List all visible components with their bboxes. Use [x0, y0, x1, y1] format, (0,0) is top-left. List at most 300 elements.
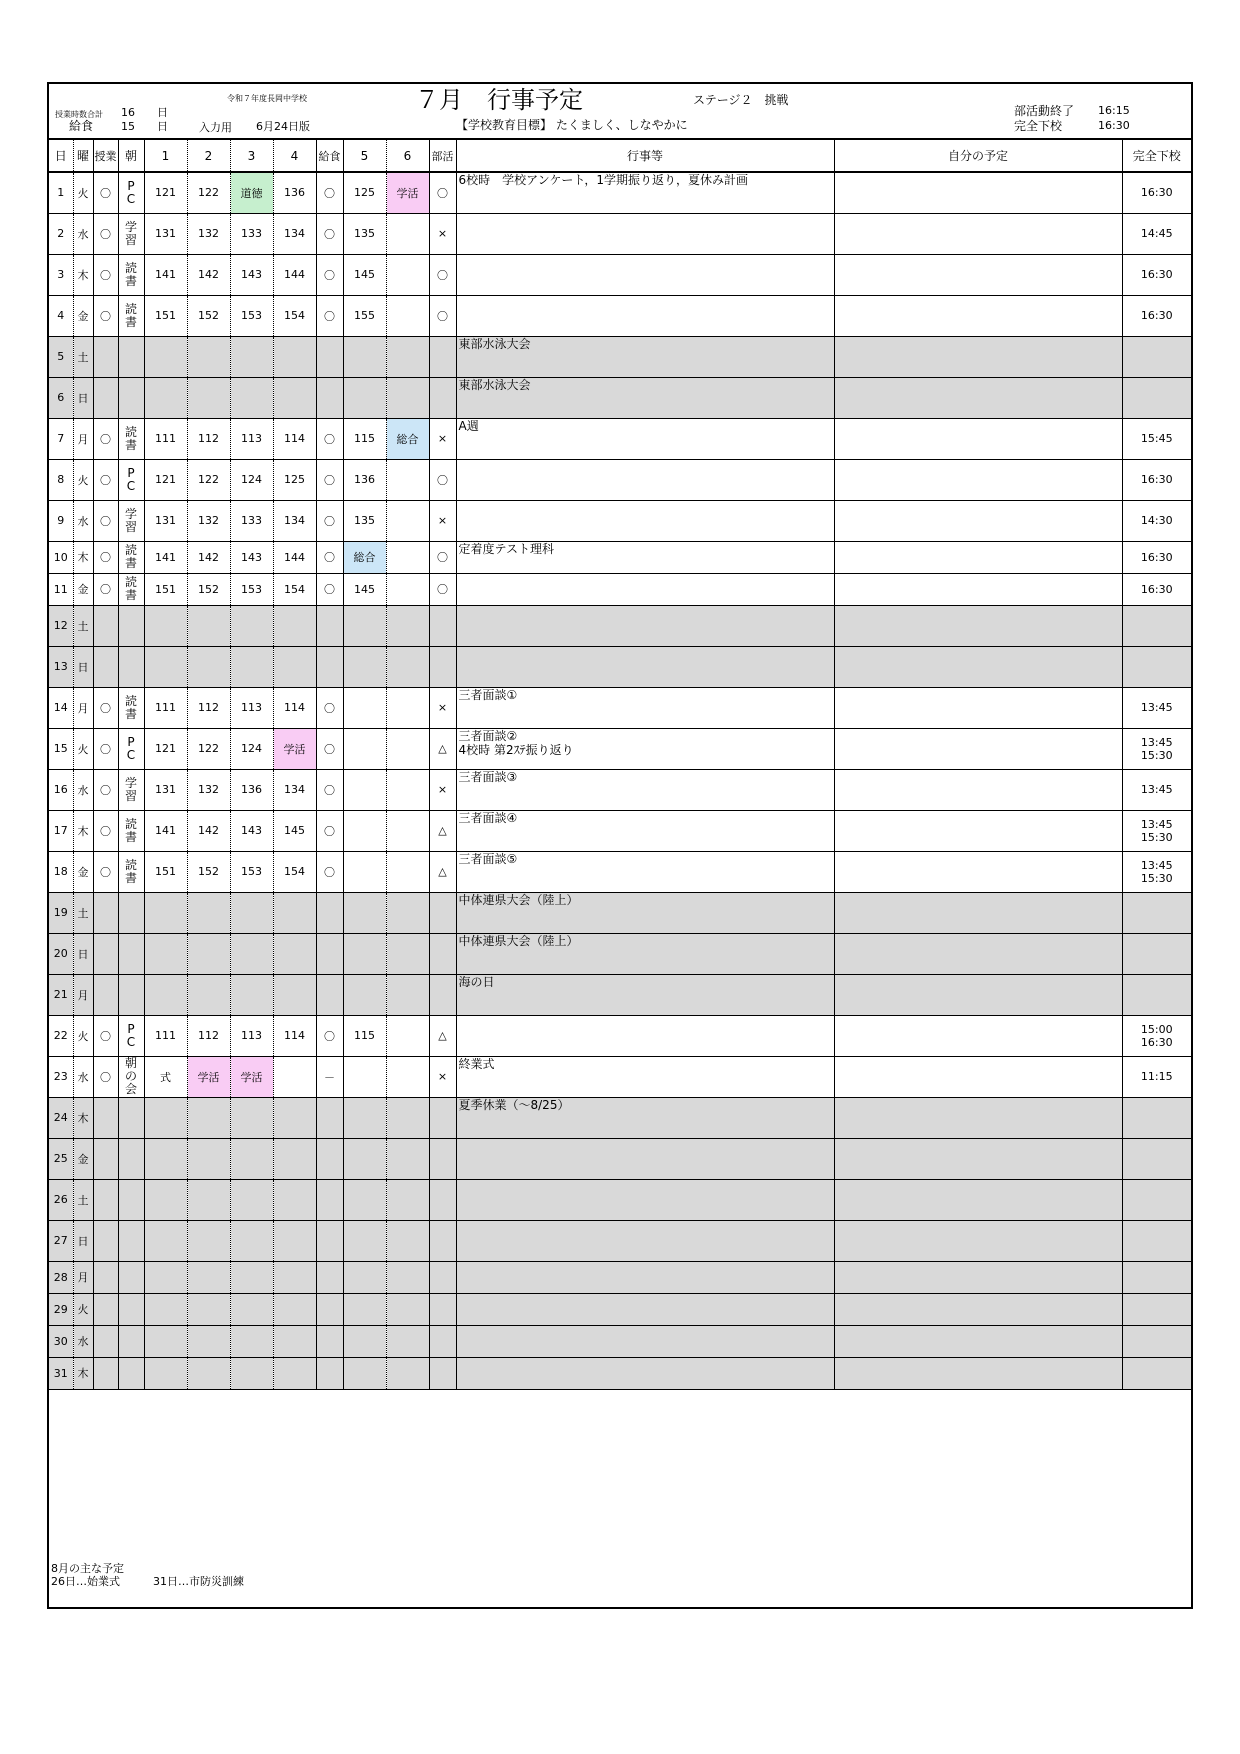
event-text [456, 1325, 834, 1357]
period-6: 総合 [386, 418, 429, 459]
lesson-mark [93, 1097, 118, 1138]
lunch-label: 給食 [69, 119, 94, 133]
period-6 [386, 1179, 429, 1220]
lesson-mark [93, 1220, 118, 1261]
period-5: 145 [343, 573, 386, 605]
col-morning: 朝 [118, 139, 144, 172]
day-row-3 [49, 254, 1191, 295]
period-5 [343, 1097, 386, 1138]
day-row-29 [49, 1293, 1191, 1325]
my-plan-cell[interactable] [834, 1261, 1122, 1293]
period-3 [230, 336, 273, 377]
dismissal-time [1122, 892, 1191, 933]
dismissal-time: 13:45 15:30 [1122, 810, 1191, 851]
lunch-mark [316, 377, 343, 418]
day-row-18 [49, 851, 1191, 892]
event-text [456, 646, 834, 687]
day-row-17 [49, 810, 1191, 851]
dismissal-time [1122, 336, 1191, 377]
col-club-label: 部活 [431, 149, 454, 163]
period-4: 134 [273, 769, 316, 810]
club-mark: 〇 [429, 295, 456, 336]
period-3: 133 [230, 500, 273, 541]
club-mark [429, 605, 456, 646]
day-number: 12 [49, 605, 73, 646]
my-plan-cell[interactable] [834, 851, 1122, 892]
day-row-12 [49, 605, 1191, 646]
day-number: 15 [49, 728, 73, 769]
my-plan-cell[interactable] [834, 418, 1122, 459]
period-2: 152 [187, 573, 230, 605]
lesson-mark: 〇 [93, 769, 118, 810]
morning-activity-label: 読 書 [124, 816, 137, 844]
event-text [456, 1357, 834, 1389]
lunch-mark: 〇 [316, 213, 343, 254]
period-6 [386, 933, 429, 974]
weekday: 日 [73, 1220, 93, 1261]
morning-activity [118, 254, 144, 295]
period-1 [144, 1261, 187, 1293]
lunch-mark [316, 336, 343, 377]
morning-activity-label: 読 書 [124, 424, 137, 452]
col-dismissal: 完全下校 [1122, 139, 1191, 172]
my-plan-cell[interactable] [834, 573, 1122, 605]
dismissal-time: 15:45 [1122, 418, 1191, 459]
morning-activity [118, 295, 144, 336]
period-6 [386, 646, 429, 687]
my-plan-cell[interactable] [834, 500, 1122, 541]
schedule-body [49, 172, 1191, 1389]
club-mark: △ [429, 728, 456, 769]
period-3: 153 [230, 851, 273, 892]
period-5: 155 [343, 295, 386, 336]
day-row-27 [49, 1220, 1191, 1261]
lunch-mark [316, 1097, 343, 1138]
day-number: 28 [49, 1261, 73, 1293]
period-6 [386, 892, 429, 933]
my-plan-cell[interactable] [834, 1056, 1122, 1097]
my-plan-cell[interactable] [834, 974, 1122, 1015]
my-plan-cell[interactable] [834, 687, 1122, 728]
period-4: 114 [273, 687, 316, 728]
period-1 [144, 974, 187, 1015]
weekday: 月 [73, 1261, 93, 1293]
lunch-mark [316, 1325, 343, 1357]
period-6 [386, 1357, 429, 1389]
day-number: 23 [49, 1056, 73, 1097]
lunch-mark: 〇 [316, 769, 343, 810]
event-text: 終業式 [456, 1056, 834, 1097]
my-plan-cell[interactable] [834, 769, 1122, 810]
my-plan-cell[interactable] [834, 336, 1122, 377]
period-1: 111 [144, 418, 187, 459]
day-number: 5 [49, 336, 73, 377]
lunch-count: 15 [121, 120, 135, 133]
col-period-5: 5 [343, 139, 386, 172]
day-number: 26 [49, 1179, 73, 1220]
day-number: 18 [49, 851, 73, 892]
lunch-mark: 〇 [316, 500, 343, 541]
lesson-mark: 〇 [93, 1056, 118, 1097]
event-text [456, 213, 834, 254]
period-2 [187, 1261, 230, 1293]
period-5: 145 [343, 254, 386, 295]
day-row-13 [49, 646, 1191, 687]
weekday: 火 [73, 1293, 93, 1325]
lesson-mark: 〇 [93, 687, 118, 728]
event-text: 三者面談① [456, 687, 834, 728]
period-2: 142 [187, 254, 230, 295]
period-3 [230, 1293, 273, 1325]
my-plan-cell[interactable] [834, 295, 1122, 336]
my-plan-cell[interactable] [834, 172, 1122, 213]
period-3 [230, 646, 273, 687]
dismissal-time: 14:45 [1122, 213, 1191, 254]
day-number: 7 [49, 418, 73, 459]
col-period-3: 3 [230, 139, 273, 172]
weekday: 水 [73, 213, 93, 254]
event-text: 三者面談③ [456, 769, 834, 810]
my-plan-cell[interactable] [834, 605, 1122, 646]
period-1: 121 [144, 172, 187, 213]
period-3: 124 [230, 728, 273, 769]
day-number: 31 [49, 1357, 73, 1389]
day-number: 16 [49, 769, 73, 810]
morning-activity-label: 読 書 [124, 575, 137, 602]
col-period-2: 2 [187, 139, 230, 172]
my-plan-cell[interactable] [834, 1015, 1122, 1056]
lesson-mark: 〇 [93, 1015, 118, 1056]
weekday: 金 [73, 1138, 93, 1179]
lunch-mark [316, 933, 343, 974]
period-5 [343, 1179, 386, 1220]
period-3: 113 [230, 1015, 273, 1056]
period-1 [144, 1097, 187, 1138]
morning-activity [118, 810, 144, 851]
period-2 [187, 933, 230, 974]
period-1 [144, 605, 187, 646]
weekday: 水 [73, 769, 93, 810]
event-text [456, 459, 834, 500]
weekday: 土 [73, 605, 93, 646]
period-4: 154 [273, 573, 316, 605]
period-4 [273, 1056, 316, 1097]
period-3: 143 [230, 254, 273, 295]
period-5 [343, 892, 386, 933]
school-goal: 【学校教育目標】 たくましく、しなやかに [456, 118, 688, 132]
lunch-mark [316, 1179, 343, 1220]
event-text [456, 500, 834, 541]
day-number: 1 [49, 172, 73, 213]
dismissal-time [1122, 377, 1191, 418]
period-4 [273, 933, 316, 974]
weekday: 土 [73, 892, 93, 933]
day-row-15 [49, 728, 1191, 769]
lesson-mark [93, 377, 118, 418]
day-row-1 [49, 172, 1191, 213]
period-3 [230, 1097, 273, 1138]
dismissal-time: 16:30 [1122, 573, 1191, 605]
period-6 [386, 541, 429, 573]
my-plan-cell[interactable] [834, 728, 1122, 769]
morning-activity-label: P C [126, 734, 136, 762]
weekday: 火 [73, 172, 93, 213]
version-label: 版 [299, 120, 310, 133]
dismissal-time: 14:30 [1122, 500, 1191, 541]
my-plan-cell[interactable] [834, 1179, 1122, 1220]
lesson-mark: 〇 [93, 500, 118, 541]
morning-activity-label: 読 書 [124, 301, 137, 329]
period-5 [343, 336, 386, 377]
event-text: 定着度テスト理科 [456, 541, 834, 573]
lesson-mark: 〇 [93, 295, 118, 336]
day-row-9 [49, 500, 1191, 541]
morning-activity [118, 1261, 144, 1293]
day-row-16 [49, 769, 1191, 810]
lessons-count: 16 [121, 106, 135, 119]
period-5 [343, 974, 386, 1015]
event-text: 中体連県大会（陸上） [456, 892, 834, 933]
period-2 [187, 646, 230, 687]
day-row-24 [49, 1097, 1191, 1138]
my-plan-cell[interactable] [834, 1220, 1122, 1261]
weekday: 水 [73, 1325, 93, 1357]
day-number: 27 [49, 1220, 73, 1261]
schedule-sheet [47, 82, 1193, 1609]
event-text: 三者面談④ [456, 810, 834, 851]
period-6 [386, 974, 429, 1015]
period-6 [386, 1097, 429, 1138]
col-lunch [316, 139, 343, 172]
morning-activity-label: 朝 の 会 [124, 1056, 137, 1096]
period-1: 131 [144, 769, 187, 810]
period-3 [230, 933, 273, 974]
page-title: ７月 行事予定 [415, 86, 583, 114]
lesson-mark [93, 646, 118, 687]
weekday: 月 [73, 418, 93, 459]
my-plan-cell[interactable] [834, 892, 1122, 933]
period-3 [230, 1325, 273, 1357]
period-5: 115 [343, 1015, 386, 1056]
day-row-30 [49, 1325, 1191, 1357]
dismissal-time: 11:15 [1122, 1056, 1191, 1097]
period-4: 154 [273, 295, 316, 336]
weekday: 金 [73, 295, 93, 336]
period-4 [273, 1357, 316, 1389]
my-plan-cell[interactable] [834, 1325, 1122, 1357]
day-number: 10 [49, 541, 73, 573]
lesson-mark [93, 1357, 118, 1389]
my-plan-cell[interactable] [834, 213, 1122, 254]
period-6 [386, 254, 429, 295]
lesson-mark [93, 1138, 118, 1179]
lesson-mark [93, 336, 118, 377]
club-end-time: 16:15 [1098, 104, 1130, 117]
my-plan-cell[interactable] [834, 254, 1122, 295]
period-3: 133 [230, 213, 273, 254]
event-text [456, 254, 834, 295]
event-text [456, 295, 834, 336]
event-text: 東部水泳大会 [456, 377, 834, 418]
period-5 [343, 1056, 386, 1097]
lunch-mark: 〇 [316, 573, 343, 605]
col-lunch-label: 給食 [318, 149, 341, 163]
morning-activity-label: 読 書 [124, 693, 137, 721]
period-3 [230, 605, 273, 646]
next-month-notes [49, 1562, 1193, 1588]
period-2 [187, 1357, 230, 1389]
dismissal-time: 15:00 16:30 [1122, 1015, 1191, 1056]
lesson-mark [93, 1293, 118, 1325]
period-4: 136 [273, 172, 316, 213]
club-mark [429, 1138, 456, 1179]
weekday: 木 [73, 254, 93, 295]
club-mark [429, 1097, 456, 1138]
my-plan-cell[interactable] [834, 1138, 1122, 1179]
period-6 [386, 213, 429, 254]
club-mark [429, 1293, 456, 1325]
event-text [456, 1261, 834, 1293]
my-plan-cell[interactable] [834, 1357, 1122, 1389]
period-4: 144 [273, 541, 316, 573]
lunch-mark [316, 974, 343, 1015]
period-5 [343, 1138, 386, 1179]
event-text: 6校時 学校アンケート，1学期振り返り，夏休み計画 [456, 172, 834, 213]
club-mark: × [429, 500, 456, 541]
morning-activity [118, 500, 144, 541]
period-1: 131 [144, 500, 187, 541]
dismissal-time [1122, 1293, 1191, 1325]
morning-activity [118, 728, 144, 769]
period-1 [144, 933, 187, 974]
period-4 [273, 1293, 316, 1325]
lunch-mark: 〇 [316, 851, 343, 892]
club-mark: × [429, 418, 456, 459]
day-number: 19 [49, 892, 73, 933]
weekday: 火 [73, 1015, 93, 1056]
period-2 [187, 1220, 230, 1261]
weekday: 火 [73, 459, 93, 500]
event-text [456, 1179, 834, 1220]
day-row-5 [49, 336, 1191, 377]
col-club [429, 139, 456, 172]
dismissal-time [1122, 1138, 1191, 1179]
period-1: 151 [144, 851, 187, 892]
period-2: 142 [187, 810, 230, 851]
period-3: 学活 [230, 1056, 273, 1097]
period-2: 112 [187, 1015, 230, 1056]
my-plan-cell[interactable] [834, 377, 1122, 418]
my-plan-cell[interactable] [834, 541, 1122, 573]
period-2: 142 [187, 541, 230, 573]
morning-activity-label: 学 習 [124, 506, 137, 534]
club-mark [429, 1325, 456, 1357]
input-label: 入力用 [199, 121, 232, 134]
my-plan-cell[interactable] [834, 1293, 1122, 1325]
period-3 [230, 377, 273, 418]
period-2 [187, 1179, 230, 1220]
my-plan-cell[interactable] [834, 933, 1122, 974]
morning-activity [118, 1056, 144, 1097]
period-4 [273, 974, 316, 1015]
event-text [456, 1220, 834, 1261]
morning-activity [118, 541, 144, 573]
lesson-mark: 〇 [93, 459, 118, 500]
weekday: 日 [73, 377, 93, 418]
dismissal-time: 16:30 [1122, 295, 1191, 336]
period-6 [386, 1015, 429, 1056]
period-4: 134 [273, 213, 316, 254]
event-text [456, 1015, 834, 1056]
period-3: 143 [230, 810, 273, 851]
day-row-4 [49, 295, 1191, 336]
my-plan-cell[interactable] [834, 810, 1122, 851]
lesson-mark [93, 1179, 118, 1220]
weekday: 木 [73, 1357, 93, 1389]
lunch-mark [316, 1357, 343, 1389]
period-1: 151 [144, 295, 187, 336]
lunch-unit: 日 [157, 120, 168, 133]
period-5 [343, 851, 386, 892]
dismissal-time [1122, 1220, 1191, 1261]
period-1 [144, 1357, 187, 1389]
lesson-mark: 〇 [93, 254, 118, 295]
club-mark: △ [429, 851, 456, 892]
club-mark: × [429, 769, 456, 810]
my-plan-cell[interactable] [834, 646, 1122, 687]
period-5 [343, 1357, 386, 1389]
dismissal-time: 16:30 [1122, 172, 1191, 213]
period-1: 121 [144, 459, 187, 500]
period-2 [187, 1325, 230, 1357]
period-4: 114 [273, 418, 316, 459]
my-plan-cell[interactable] [834, 1097, 1122, 1138]
period-5 [343, 933, 386, 974]
period-5 [343, 728, 386, 769]
day-number: 17 [49, 810, 73, 851]
next-month-items: 26日…始業式 31日…市防災訓練 [51, 1575, 244, 1588]
period-6 [386, 1220, 429, 1261]
period-1: 式 [144, 1056, 187, 1097]
club-mark [429, 646, 456, 687]
period-2 [187, 605, 230, 646]
period-3 [230, 1261, 273, 1293]
period-5: 135 [343, 213, 386, 254]
weekday: 月 [73, 974, 93, 1015]
period-4 [273, 1325, 316, 1357]
period-4 [273, 1138, 316, 1179]
club-mark [429, 1261, 456, 1293]
morning-activity [118, 851, 144, 892]
day-number: 6 [49, 377, 73, 418]
period-1 [144, 377, 187, 418]
club-mark [429, 933, 456, 974]
period-5 [343, 769, 386, 810]
club-mark [429, 336, 456, 377]
my-plan-cell[interactable] [834, 459, 1122, 500]
morning-activity [118, 1179, 144, 1220]
weekday: 日 [73, 933, 93, 974]
lunch-mark: 〇 [316, 728, 343, 769]
period-5 [343, 605, 386, 646]
morning-activity [118, 1325, 144, 1357]
period-5 [343, 1325, 386, 1357]
period-2: 122 [187, 459, 230, 500]
period-6 [386, 1056, 429, 1097]
day-number: 2 [49, 213, 73, 254]
morning-activity-label: 読 書 [124, 260, 137, 288]
period-4: 114 [273, 1015, 316, 1056]
